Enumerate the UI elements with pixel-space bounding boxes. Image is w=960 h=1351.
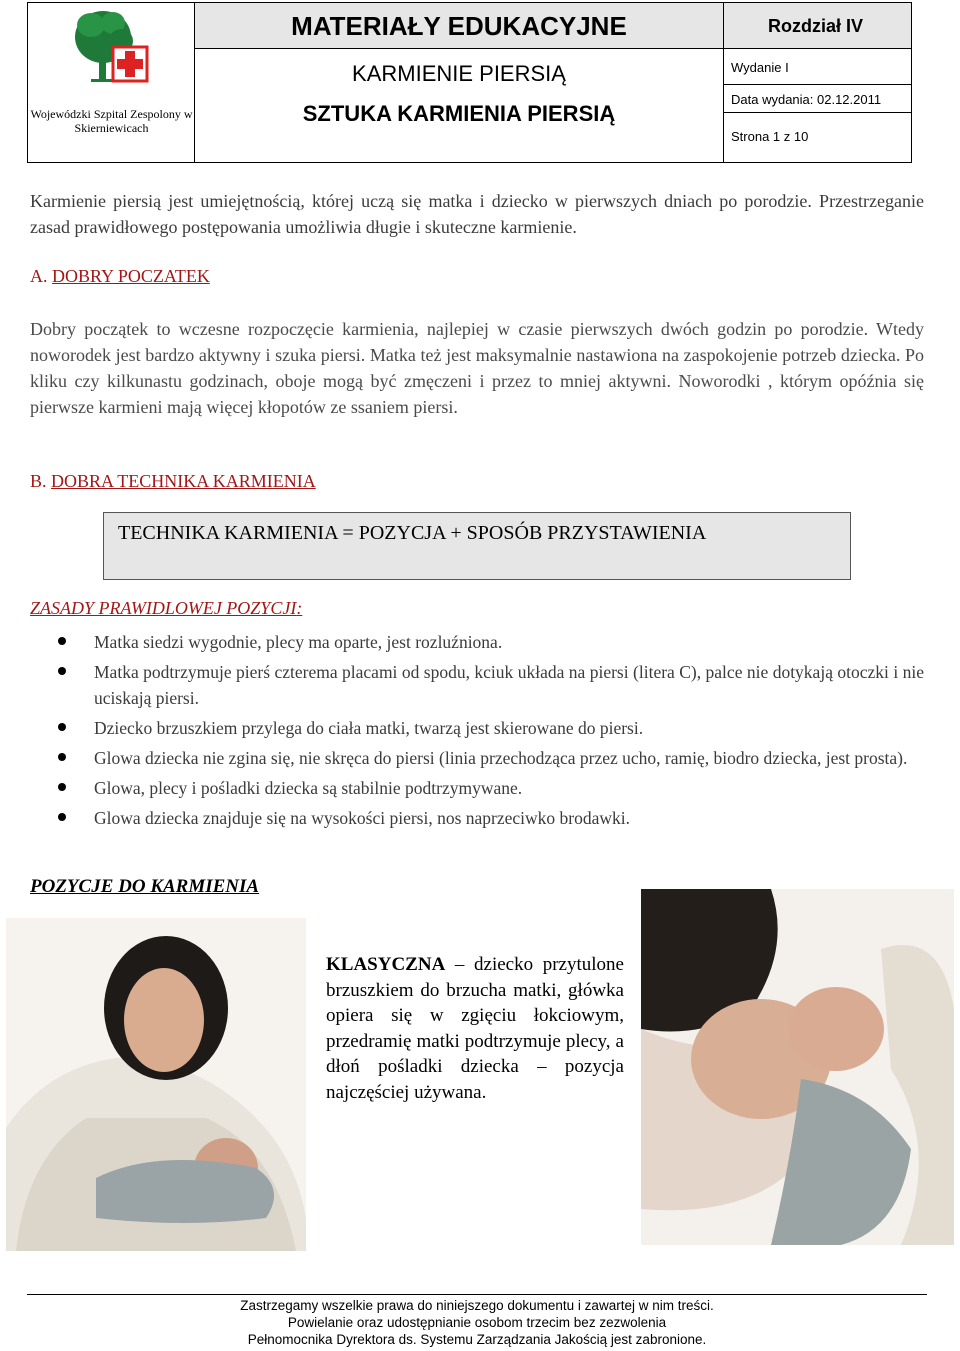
list-item-text: Dziecko brzuszkiem przylega do ciała matki, twarzą jest skierowane do piersi. <box>94 718 644 738</box>
section-b-heading <box>30 469 316 493</box>
position-rules-heading <box>30 598 302 619</box>
issue-date: Data wydania: 02.12.2011 <box>724 85 911 113</box>
list-item-text: Matka podtrzymuje pierś czterema placami od spodu, kciuk układa na piersi (litera C), palce nie dotykają otoczki i nie uciskają piersi. <box>94 662 924 708</box>
list-item-text: Glowa, plecy i pośladki dziecka są stabilnie podtrzymywane. <box>94 778 523 798</box>
list-item <box>56 629 924 655</box>
list-item <box>56 659 924 711</box>
bullet-icon <box>58 813 66 821</box>
edition-label: Wydanie I <box>724 49 911 85</box>
list-item-text: Glowa dziecka znajduje się na wysokości piersi, nos naprzeciwko brodawki. <box>94 808 631 828</box>
list-item <box>56 715 924 741</box>
position-rules-colon: : <box>296 598 303 618</box>
bullet-icon <box>58 723 66 731</box>
document-subtitle-bold: SZTUKA KARMIENIA PIERSIĄ <box>302 101 616 126</box>
section-a-heading <box>30 264 210 288</box>
document-subtitle: KARMIENIE PIERSIĄ <box>352 61 566 86</box>
bullet-icon <box>58 637 66 645</box>
bullet-icon <box>58 753 66 761</box>
logo-cell <box>28 3 195 162</box>
section-a-letter: A. <box>30 266 48 286</box>
bullet-icon <box>58 667 66 675</box>
chapter-label: Rozdział IV <box>724 3 911 49</box>
classic-position-text: – dziecko przytulone brzuszkiem do brzucha matki, główka opiera się w zgięciu łokciowym, przedramię matki podtrzymuje plecy, a dłoń pośladki dziecka – pozycja najczęściej używana. <box>326 954 624 1103</box>
classic-position-description <box>326 952 624 1105</box>
list-item <box>56 775 924 801</box>
page-number: Strona 1 z 10 <box>731 129 809 144</box>
footer-divider <box>27 1294 927 1295</box>
institution-name: Wojewódzki Szpital Zespolony w Skierniewicach <box>30 107 193 135</box>
footer-line-1: Zastrzegamy wszelkie prawa do niniejszego dokumentu i zawartej w nim treści. <box>240 1298 714 1313</box>
classic-position-label: KLASYCZNA <box>326 954 446 975</box>
list-item-text: Matka siedzi wygodnie, plecy ma oparte, jest rozluźniona. <box>94 632 503 652</box>
list-item-text: Glowa dziecka nie zgina się, nie skręca do piersi (linia przechodząca przez ucho, ramię, biodro dziecka, jest prosta). <box>94 748 908 768</box>
document-title: MATERIAŁY EDUKACYJNE <box>195 3 723 49</box>
section-b-letter: B. <box>30 471 47 491</box>
document-footer <box>27 1297 927 1348</box>
list-item <box>56 745 924 771</box>
section-b-title: DOBRA TECHNIKA KARMIENIA <box>51 471 316 491</box>
feeding-positions-heading: POZYCJE DO KARMIENIA <box>30 876 260 897</box>
title-cell <box>195 3 724 162</box>
footer-line-2: Powielanie oraz udostępnianie osobom trzecim bez zezwolenia <box>287 1315 667 1330</box>
section-a-title: DOBRY POCZATEK <box>52 266 210 286</box>
position-rules-title: ZASADY PRAWIDLOWEJ POZYCJI <box>30 598 297 618</box>
intro-paragraph: Karmienie piersią jest umiejętnością, której uczą się matka i dziecko w pierwszych dniach po porodzie. Przestrzeganie zasad prawidłowego postępowania umożliwia długie i skuteczne karmienie. <box>30 191 924 237</box>
document-header <box>27 2 912 163</box>
breastfeeding-photo-1 <box>6 918 306 1251</box>
breastfeeding-photo-2 <box>641 889 954 1245</box>
section-a-paragraph: Dobry początek to wczesne rozpoczęcie karmienia, najlepiej w czasie pierwszych dwóch godzin po porodzie. Wtedy noworodek jest bardzo aktywny i szuka piersi. Matka też jest maksymalnie nastawiona na zaspokojenie potrzeb dziecka. Po kliku czy kilkunastu godzinach, oboje mogą być zmęczeni i przez to mniej aktywni. Noworodki , którym opóźnia się pierwsze karmieni mają więcej kłopotów ze ssaniem piersi. <box>30 319 924 417</box>
list-item <box>56 805 924 831</box>
technique-formula-box: TECHNIKA KARMIENIA = POZYCJA + SPOSÓB PRZYSTAWIENIA <box>103 512 851 580</box>
meta-cell <box>724 3 911 162</box>
footer-line-3: Pełnomocnika Dyrektora ds. Systemu Zarządzania Jakością jest zabronione. <box>247 1332 707 1347</box>
position-rules-list <box>56 629 924 835</box>
hospital-logo-icon <box>61 7 161 89</box>
bullet-icon <box>58 783 66 791</box>
